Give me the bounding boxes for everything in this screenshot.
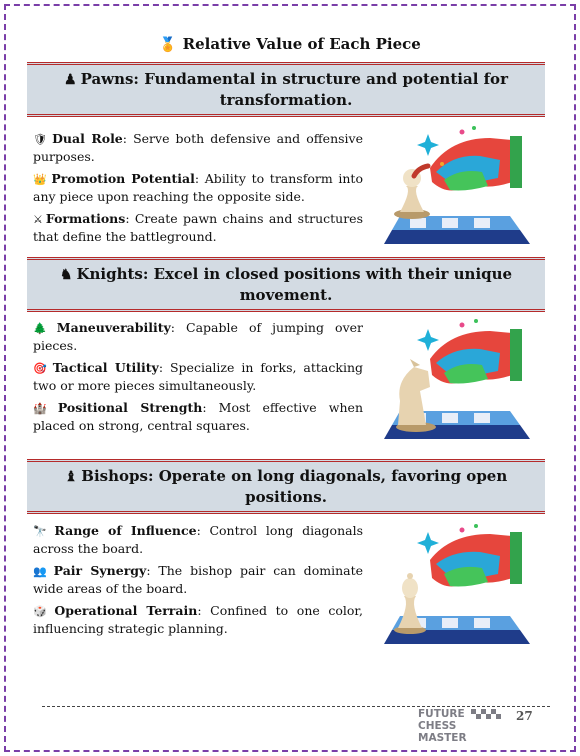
people-icon: 👥 — [33, 565, 51, 578]
list-item: 👥 Pair Synergy: The bishop pair can dominate wide areas of the board. — [33, 563, 363, 596]
crossed-swords-icon: ⚔ — [33, 213, 43, 226]
bishop-icon: ♝ — [64, 469, 78, 485]
page-title: 🏅 Relative Value of Each Piece — [159, 35, 421, 53]
pawn-icon: ♟ — [64, 72, 77, 88]
section-body-bishops — [33, 522, 363, 642]
hand-graphic — [430, 329, 522, 384]
checkered-flag-icon — [471, 709, 501, 719]
list-item: 👑 Promotion Potential: Ability to transform into any piece upon reaching the opposite side. — [33, 171, 363, 204]
brand-logo: FUTURE CHESS MASTER — [418, 708, 508, 744]
list-item: 🔭 Range of Influence: Control long diagonals across the board. — [33, 523, 363, 556]
knight-illustration — [370, 315, 538, 443]
castle-icon: 🏰 — [33, 402, 55, 415]
list-item: 🏰 Positional Strength: Most effective when placed on strong, central squares. — [33, 400, 363, 433]
footer-divider — [42, 706, 550, 707]
tree-icon: 🌲 — [33, 322, 54, 335]
dice-icon: 🎲 — [33, 605, 52, 618]
pawn-illustration — [370, 120, 538, 248]
section-heading-pawns: ♟ Pawns: Fundamental in structure and potential for transformation. — [27, 62, 545, 117]
page-number: 27 — [516, 709, 533, 723]
list-item: 🛡 Dual Role: Serve both defensive and offensive purposes. — [33, 131, 363, 164]
list-item: 🌲 Maneuverability: Capable of jumping over pieces. — [33, 320, 363, 353]
telescope-icon: 🔭 — [33, 525, 52, 538]
list-item: 🎲 Operational Terrain: Confined to one color, influencing strategic planning. — [33, 603, 364, 636]
crown-icon: 👑 — [33, 173, 49, 186]
section-body-knights — [33, 319, 363, 439]
target-icon: 🎯 — [33, 362, 50, 375]
medal-icon: 🏅 — [159, 37, 177, 53]
list-item: ⚔ Formations: Create pawn chains and structures that define the battleground. — [33, 211, 363, 244]
shield-icon: 🛡 — [33, 133, 50, 146]
knight-icon: ♞ — [59, 267, 73, 283]
section-heading-knights: ♞ Knights: Excel in closed positions with their unique movement. — [27, 257, 545, 312]
section-heading-bishops: ♝ Bishops: Operate on long diagonals, favoring open positions. — [27, 459, 545, 514]
bishop-illustration — [370, 520, 538, 648]
section-body-pawns — [33, 130, 363, 250]
list-item: 🎯 Tactical Utility: Specialize in forks, attacking two or more pieces simultaneously. — [33, 360, 364, 393]
hand-graphic — [430, 532, 522, 587]
chessboard-graphic — [384, 216, 530, 244]
